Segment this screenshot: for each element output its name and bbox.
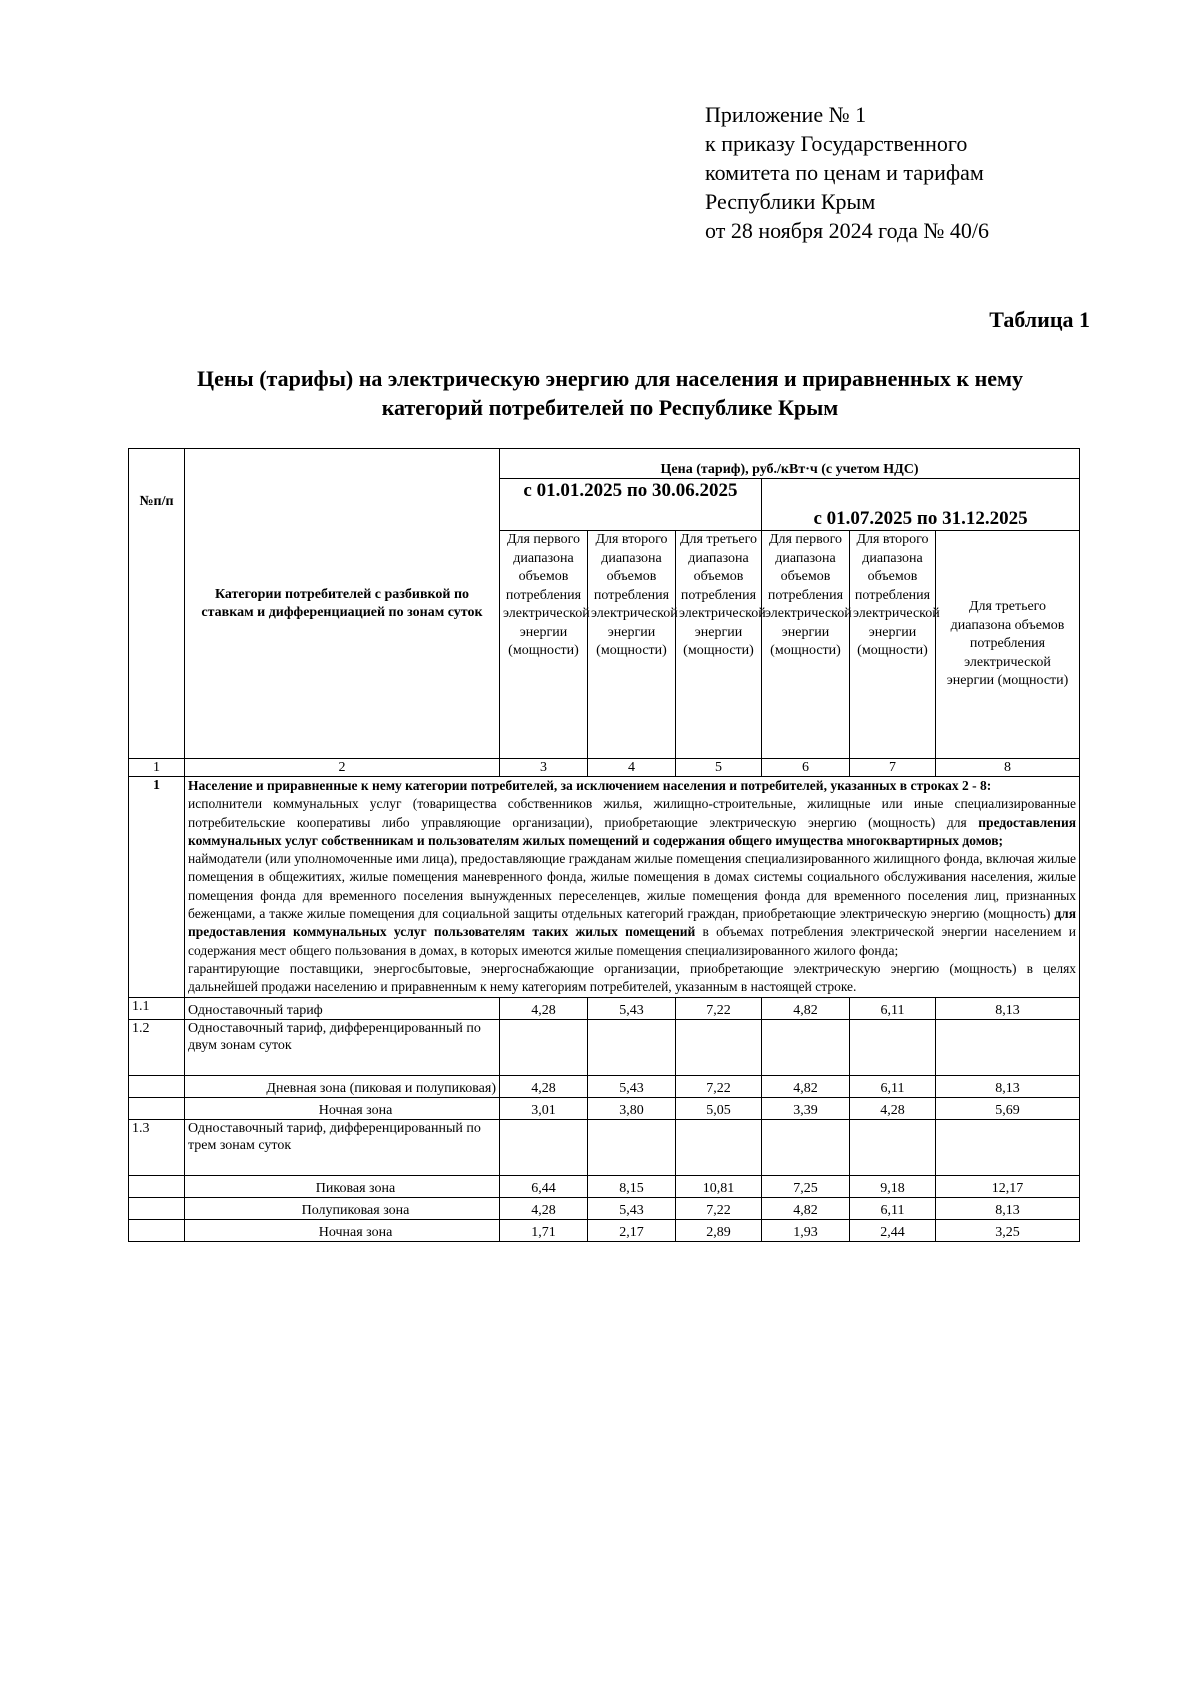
header-range-first (762, 531, 850, 759)
cell-value: 7,22 (676, 1197, 762, 1219)
header-category-text: Категории потребителей с разбивкой по ставкам и дифференциацией по зонам суток (201, 586, 483, 620)
col-number: 1 (129, 759, 185, 777)
row-num (129, 1175, 185, 1197)
col-number: 5 (676, 759, 762, 777)
cell-value: 6,11 (850, 997, 936, 1019)
appendix-line: Приложение № 1 (705, 102, 867, 127)
empty-cell (850, 1119, 936, 1175)
col-number: 2 (185, 759, 500, 777)
cell-value: 2,44 (850, 1219, 936, 1241)
table-row (129, 1097, 1080, 1119)
range-text: Для первого диапазона объемов потребления электрической энергии (мощности) (765, 532, 852, 658)
cell-value: 3,01 (500, 1097, 588, 1119)
section-description (185, 777, 1080, 998)
empty-cell (936, 1119, 1080, 1175)
row-num (129, 1097, 185, 1119)
col-number: 7 (850, 759, 936, 777)
row-label: Ночная зона (185, 1097, 500, 1119)
cell-value: 5,05 (676, 1097, 762, 1119)
appendix-line: Республики Крым (705, 189, 876, 214)
cell-value: 4,82 (762, 1075, 850, 1097)
row-label: Одноставочный тариф (185, 997, 500, 1019)
period-1-text: с 01.01.2025 по 30.06.2025 (523, 480, 738, 501)
cell-value: 6,44 (500, 1175, 588, 1197)
empty-cell (676, 1019, 762, 1075)
appendix-line: от 28 ноября 2024 года № 40/6 (705, 218, 990, 243)
cell-value: 8,13 (936, 1197, 1080, 1219)
cell-value: 6,11 (850, 1197, 936, 1219)
section-text: гарантирующие поставщики, энергосбытовые, энергоснабжающие организации, приобретающие электрическую энергию (мощность) в целях дальнейшей продажи населению и приравненным к нему категориям потребителей, указанным в настоящей строке. (188, 960, 1077, 995)
cell-value: 8,15 (588, 1175, 676, 1197)
row-label: Пиковая зона (185, 1175, 500, 1197)
section-text: наймодатели (или уполномоченные ими лица), предоставляющие гражданам жилые помещения специализированного жилищного фонда, включая жилые помещения в общежитиях, жилые помещения маневренного фонда, жилые помещения в домах системы социального обслуживания населения, жилые помещения фонда для временного поселения вынужденных переселенцев, жилые помещения фонда для временного поселения лиц, признанных беженцами, а также жилые помещения для социальной защиты отдельных категорий граждан, приобретающие электрическую энергию (мощность) (188, 851, 1077, 922)
row-label: Одноставочный тариф, дифференцированный по трем зонам суток (185, 1119, 500, 1175)
empty-cell (676, 1119, 762, 1175)
header-num-text: №п/п (139, 494, 174, 509)
col-number: 3 (500, 759, 588, 777)
document-title (130, 364, 1090, 422)
cell-value: 7,22 (676, 1075, 762, 1097)
appendix-line: комитета по ценам и тарифам (705, 160, 984, 185)
cell-value: 7,25 (762, 1175, 850, 1197)
col-number: 4 (588, 759, 676, 777)
empty-cell (850, 1019, 936, 1075)
cell-value: 5,69 (936, 1097, 1080, 1119)
section-text-bold: предоставления коммунальных услуг собственникам и пользователям жилых помещений и содержания общего имущества многоквартирных домов; (188, 814, 1077, 848)
header-range-first (500, 531, 588, 759)
range-text: Для первого диапазона объемов потребления электрической энергии (мощности) (503, 532, 590, 658)
col-number: 8 (936, 759, 1080, 777)
row-num: 1.3 (129, 1119, 185, 1175)
header-range-third (676, 531, 766, 759)
table-row (129, 1019, 1080, 1075)
header-price-text: Цена (тариф), руб./кВт·ч (с учетом НДС) (660, 462, 919, 477)
appendix-header (705, 100, 989, 245)
table-row (129, 1197, 1080, 1219)
title-line: Цены (тарифы) на электрическую энергию для населения и приравненных к нему (196, 366, 1024, 391)
header-price (500, 449, 1080, 479)
header-range-second (588, 531, 676, 759)
col-number: 6 (762, 759, 850, 777)
row-label: Ночная зона (185, 1219, 500, 1241)
range-text: Для второго диапазона объемов потребления электрической энергии (мощности) (853, 532, 940, 658)
header-period-2 (762, 479, 1080, 531)
section-intro: Население и приравненные к нему категории потребителей, за исключением населения и потребителей, указанных в строках 2 - 8: (188, 778, 992, 793)
header-category (185, 449, 500, 759)
section-text: исполнители коммунальных услуг (товарищества собственников жилья, жилищно-строительные, жилищные или иные специализированные потребительские кооперативы либо управляющие организации), приобретающие электрическую энергию (мощность) для (188, 796, 1077, 830)
empty-cell (588, 1119, 676, 1175)
tariff-table (128, 448, 1080, 1242)
cell-value: 3,80 (588, 1097, 676, 1119)
cell-value: 4,28 (500, 997, 588, 1019)
empty-cell (500, 1019, 588, 1075)
row-label: Одноставочный тариф, дифференцированный по двум зонам суток (185, 1019, 500, 1075)
table-label: Таблица 1 (989, 307, 1090, 332)
cell-value: 1,93 (762, 1219, 850, 1241)
cell-value: 4,28 (850, 1097, 936, 1119)
header-range-second (850, 531, 940, 759)
empty-cell (588, 1019, 676, 1075)
table-row (129, 997, 1080, 1019)
empty-cell (500, 1119, 588, 1175)
cell-value: 5,43 (588, 997, 676, 1019)
cell-value: 6,11 (850, 1075, 936, 1097)
header-range-third (936, 531, 1080, 759)
table-row (129, 1175, 1080, 1197)
cell-value: 5,43 (588, 1197, 676, 1219)
section-text: в объемах потребления электрической энергии населением и содержания мест общего пользования в домах, в которых имеются жилые помещения специализированного жилого фонда; (188, 924, 1077, 958)
row-label: Дневная зона (пиковая и полупиковая) (185, 1075, 500, 1097)
cell-value: 7,22 (676, 997, 762, 1019)
section-text-bold: для предоставления коммунальных услуг пользователям таких жилых помещений (188, 906, 1077, 940)
period-2-text: с 01.07.2025 по 31.12.2025 (813, 508, 1028, 529)
row-num (129, 1197, 185, 1219)
cell-value: 8,13 (936, 1075, 1080, 1097)
cell-value: 4,82 (762, 1197, 850, 1219)
table-row (129, 1219, 1080, 1241)
cell-value: 3,25 (936, 1219, 1080, 1241)
row-num: 1.2 (129, 1019, 185, 1075)
cell-value: 4,28 (500, 1197, 588, 1219)
table-row (129, 1075, 1080, 1097)
section-num: 1 (129, 777, 185, 998)
range-text: Для второго диапазона объемов потребления электрической энергии (мощности) (591, 532, 678, 658)
cell-value: 1,71 (500, 1219, 588, 1241)
cell-value: 12,17 (936, 1175, 1080, 1197)
range-text: Для третьего диапазона объемов потребления электрической энергии (мощности) (679, 532, 766, 658)
range-text: Для третьего диапазона объемов потребления электрической энергии (мощности) (946, 599, 1069, 689)
cell-value: 5,43 (588, 1075, 676, 1097)
cell-value: 2,89 (676, 1219, 762, 1241)
empty-cell (762, 1119, 850, 1175)
title-line: категорий потребителей по Республике Крым (381, 395, 839, 420)
appendix-line: к приказу Государственного (705, 131, 968, 156)
row-num: 1.1 (129, 997, 185, 1019)
empty-cell (762, 1019, 850, 1075)
cell-value: 10,81 (676, 1175, 762, 1197)
cell-value: 4,82 (762, 997, 850, 1019)
header-num (129, 449, 185, 759)
cell-value: 3,39 (762, 1097, 850, 1119)
cell-value: 4,28 (500, 1075, 588, 1097)
empty-cell (936, 1019, 1080, 1075)
cell-value: 2,17 (588, 1219, 676, 1241)
table-row (129, 1119, 1080, 1175)
header-period-1 (500, 479, 762, 531)
row-num (129, 1219, 185, 1241)
row-label: Полупиковая зона (185, 1197, 500, 1219)
row-num (129, 1075, 185, 1097)
cell-value: 9,18 (850, 1175, 936, 1197)
cell-value: 8,13 (936, 997, 1080, 1019)
